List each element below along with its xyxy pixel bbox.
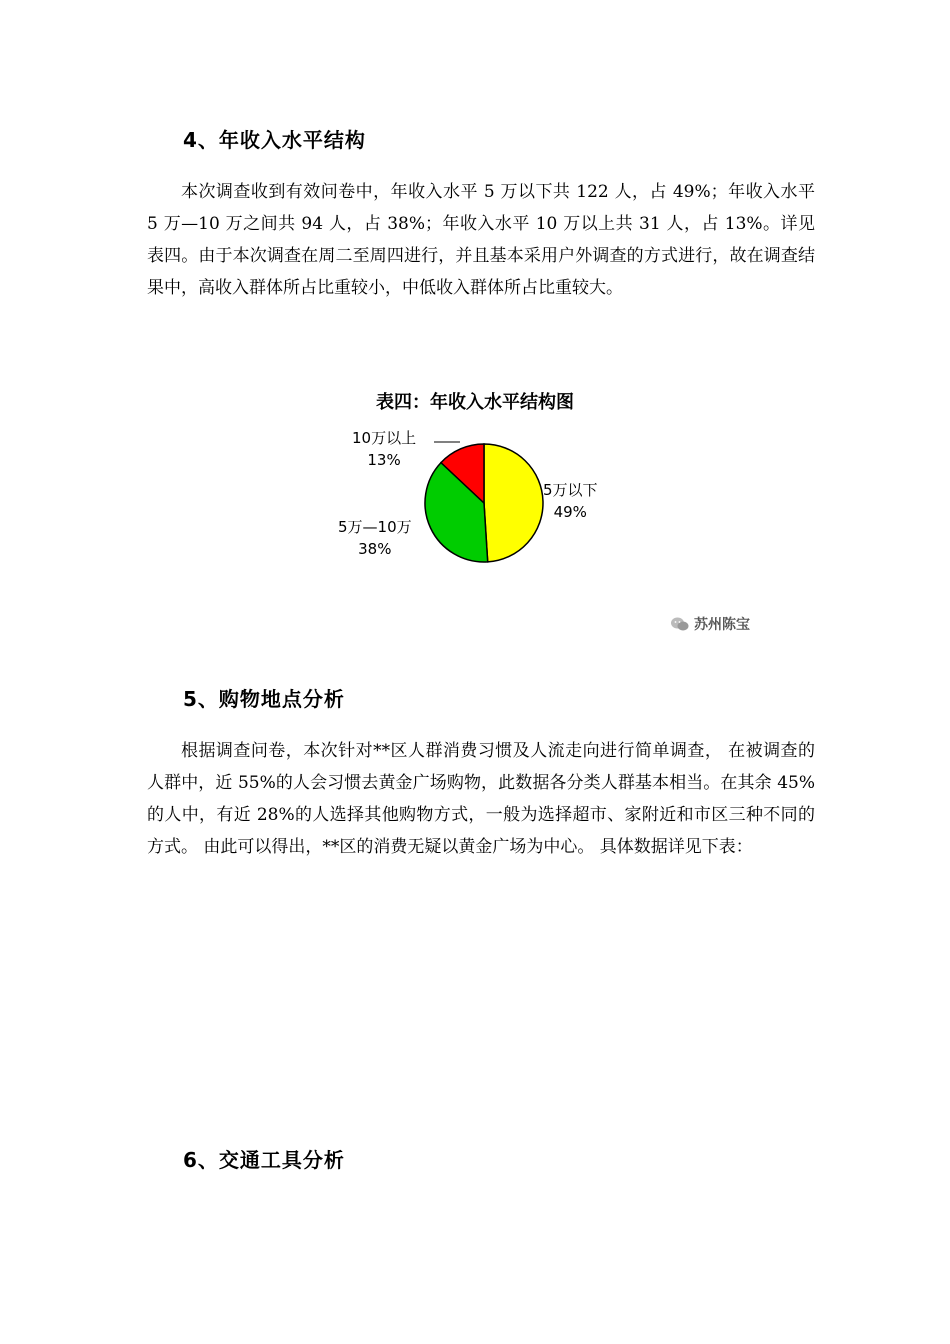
watermark	[670, 613, 750, 635]
slice-label-above-10w-percent: 13%	[367, 451, 401, 469]
slice-label-below-5w	[543, 479, 598, 523]
section-5-heading: 5、购物地点分析	[183, 687, 345, 711]
watermark-text: 苏州陈宝	[694, 617, 750, 633]
pie-slice-below-5w	[484, 444, 543, 562]
section-5-paragraph: 根据调查问卷，本次针对**区人群消费习惯及人流走向进行简单调查， 在被调查的人群中，近 55%的人会习惯去黄金广场购物，此数据各分类人群基本相当。在其余 45%的人中，有近 28%的人选择其他购物方式，一般为选择超市、家附近和市区三种不同的方式。 由此可以得出，**区的消费无疑以黄金广场为中心。 具体数据详见下表：	[147, 741, 815, 857]
chart-title: 表四：年收入水平结构图	[376, 392, 574, 413]
slice-label-below-5w-percent: 49%	[553, 503, 587, 521]
section-4-heading: 4、年收入水平结构	[183, 128, 366, 152]
slice-label-above-10w-name: 10万以上	[352, 429, 417, 447]
slice-label-5w-10w	[338, 516, 412, 560]
slice-label-below-5w-name: 5万以下	[543, 481, 598, 499]
section-6-heading: 6、交通工具分析	[183, 1148, 345, 1172]
slice-label-above-10w	[352, 427, 416, 471]
slice-label-5w-10w-name: 5万—10万	[338, 518, 412, 536]
slice-label-5w-10w-percent: 38%	[358, 540, 392, 558]
wechat-icon	[670, 616, 690, 632]
section-4-paragraph: 本次调查收到有效问卷中，年收入水平 5 万以下共 122 人，占 49%；年收入水平 5 万—10 万之间共 94 人，占 38%；年收入水平 10 万以上共 31 人，占 13%。详见表四。由于本次调查在周二至周四进行，并且基本采用户外调查的方式进行，故在调查结果中，高收入群体所占比重较小，中低收入群体所占比重较大。	[147, 182, 815, 298]
